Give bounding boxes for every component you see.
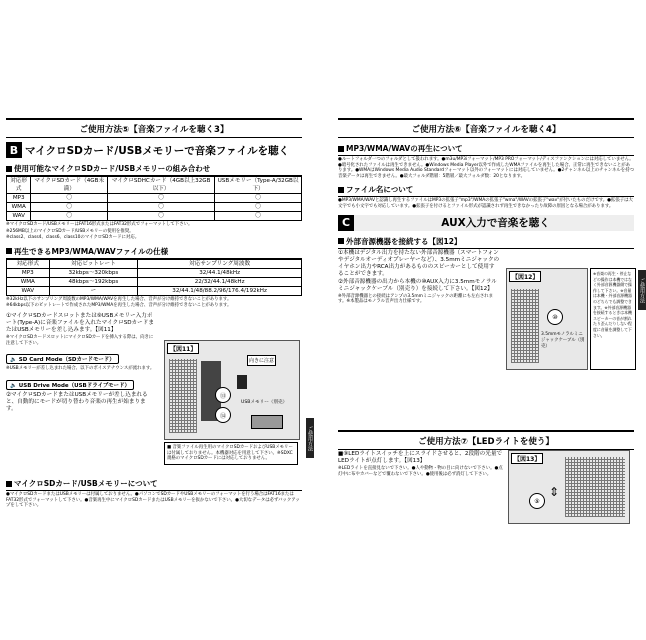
spec-cell: WMA: [7, 277, 50, 286]
aux-heading: 外部音源機器を接続する【図12】: [338, 236, 634, 249]
spec-cell: 22/32/44.1/48kHz: [138, 277, 302, 286]
spec-cell: MP3: [7, 268, 50, 277]
combo-heading: 使用可能なマイクロSDカード/USBメモリーの組み合わせ: [6, 163, 302, 176]
figure-13: [508, 450, 630, 524]
spec-header: 対応ビットレート: [49, 259, 138, 268]
section-c-title: AUX入力で音楽を聴く: [441, 217, 550, 230]
aux-step-1: ①本機はデジタル出力を持たない外部音源機器（スマートフォンやデジタルオーディオプレーヤーなど）、3.5mmミニジャックのイヤホン出力やRCA出力があるもののスピーカーとして使用することができます。: [338, 249, 500, 277]
callout-13: ⑬: [215, 387, 231, 403]
mode-usb-label: 🔈 USB Drive Mode（USBドライブモード）: [6, 380, 134, 390]
section-b-badge: B: [6, 142, 22, 158]
callout-9: ⑨: [529, 493, 545, 509]
combo-header: マイクロSDカード（4GB未満）: [31, 177, 108, 194]
combo-cell: 〇: [31, 203, 108, 212]
step-1-text: ①マイクロSDカードスロットまたは⑨USBメモリー入力ポート(Type-A)に音楽ファイルを入れたマイクロSDカードまたはUSBメモリーを差し込みます。【図11】: [6, 312, 154, 333]
combo-cell: 〇: [215, 203, 302, 212]
spec-cell: 32/44.1/48kHz: [138, 268, 302, 277]
speaker-grille: [565, 457, 625, 517]
slide-arrow-icon: ⇕: [549, 485, 560, 499]
usb-memory-stick: [251, 415, 283, 429]
combo-cell: 〇: [108, 194, 215, 203]
led-notes: ※LEDライトを直接見ないで下さい。●人や動物・物の目に向けないで下さい。●点灯中に布やカバーなどで覆わないで下さい。●使用後は必ず消灯して下さい。: [338, 466, 503, 477]
spec-table: [6, 259, 302, 296]
combo-header: USBメモリー（Type-A/32GB以下）: [215, 177, 302, 194]
spec-note: ※32kHz以下のサンプリング周波数のMP3/WMA/WAVを再生した場合、音声が分け維持できないことがあります。: [6, 296, 232, 302]
right-page: [338, 118, 645, 518]
figure-12-tag: 【図12】: [509, 271, 541, 282]
combo-table: [6, 176, 302, 221]
combo-cell: 〇: [215, 212, 302, 221]
spec-cell: WAV: [7, 286, 50, 295]
speaker-icon: 🔈: [10, 357, 19, 364]
combo-note: ※class2、class4、class6、class10のマイクロSDカードに対応。: [6, 235, 140, 241]
usb-memory-label: USBメモリー（別売）: [241, 400, 288, 405]
combo-cell: 〇: [108, 203, 215, 212]
spec-header: 対応形式: [7, 259, 50, 268]
spec-note: ※64kbps以下のビットレートで作成されたMP3/WMAを再生した場合、音声が分け維持できないことがあります。: [6, 303, 232, 309]
figure-13-tag: 【図13】: [511, 453, 543, 464]
spec-header: 対応サンプリング周波数: [138, 259, 302, 268]
combo-cell: WAV: [7, 212, 31, 221]
figure-11-note: ■ 音楽ファイル再生用のマイクロSDカードおよびUSBメモリーは付属しておりません。本機器対応を用意して下さい。※SDXC規格のマイクロSDカードには対応しておりません。: [164, 442, 298, 465]
section-b-heading: [6, 142, 302, 158]
spec-cell: 48kbps〜192kbps: [49, 277, 138, 286]
side-tab-left: ご使用方法: [306, 418, 314, 458]
combo-header: 対応形式: [7, 177, 31, 194]
left-page: [6, 118, 313, 518]
callout-10: ⑩: [547, 309, 563, 325]
page-title-left: ご使用方法⑤【音楽ファイルを聴く3】: [6, 118, 302, 138]
aux-step-2: ②外部音源機器の出力から本機の⑩AUX入力に3.5mmモノラルミニジャックケーブル（別売り）を接続して下さい。【図12】: [338, 278, 497, 292]
playback-text: ●ルートフォルダ一つのフォルダとして扱われます。●m3u/MP3iフォーマット/MP3 PROフォーマット/ディスファンクションには対応していません。●暗号化されたファイルは再生できません。●Windows Media Player以外で作成したWMAファイルを再生した場合、正常に再生できないことがあります。●WMAはWindows Media Audio Standardフォーマット以外のフォーマットには対応していません。●2チャンネル以上のチャンネルを持つ音楽データは再生できません。●最大フォルダ階層：5階層／最大フォルダ数：20となります。: [338, 157, 634, 179]
section-c-heading: [338, 215, 634, 231]
spec-cell: 32/44.1/48/88.2/96/176.4/192kHz: [138, 286, 302, 295]
combo-note: ※256MB以上のマイクロSDカード/USBメモリーの使用を推奨。: [6, 228, 134, 234]
speaker-grille: [169, 359, 197, 433]
figure-12: [506, 268, 588, 370]
spec-cell: ー: [49, 286, 138, 295]
combo-cell: 〇: [108, 212, 215, 221]
sd-orientation-label: 向きに注意: [247, 355, 276, 366]
aux-notes: ※外部音源機器との接続はアンプの3.5mmミニジャックの距離にも左右されます。※本製品はモノラル音声出力仕様です。: [338, 293, 494, 305]
section-c-badge: C: [338, 215, 354, 231]
combo-cell: 〇: [31, 212, 108, 221]
combo-cell: 〇: [31, 194, 108, 203]
mode-sd-label: 🔈 SD Card Mode（SDカードモード）: [6, 354, 119, 364]
combo-header: マイクロSDHCカード（4GB以上32GB以下）: [108, 177, 215, 194]
filename-text: ●MP3/WMA/WAVと認識し再生するファイルはMP3の拡張子"mp3"/WMAの拡張子"wma"/WAVの拡張子"wav"が付いたものだけです。●拡張子は大文字でも小文字でも対応しています。●拡張子を付けるとファイル形式が認識されず再生できなかったり故障の原因となる場合があります。: [338, 198, 633, 209]
filename-heading: ファイル名について: [338, 184, 634, 197]
side-tab-right: ご使用方法: [638, 270, 646, 310]
speaker-icon: 🔈: [10, 382, 19, 389]
speaker-grille: [511, 289, 539, 363]
combo-cell: WMA: [7, 203, 31, 212]
about-heading: マイクロSDカード/USBメモリーについて: [6, 478, 302, 491]
led-step: ■⑨LEDライトスイッチを上にスライドさせると、2段階の光量でLEDライトが点灯します。【図13】: [338, 451, 503, 464]
section-b-title: マイクロSDカード/USBメモリーで音楽ファイルを聴く: [25, 144, 290, 157]
step-1-note: ※マイクロSDカードスロットにマイクロSDカードを挿入する際は、向きに注意して下さい。: [6, 334, 154, 346]
led-title: ご使用方法⑦【LEDライトを使う】: [338, 430, 634, 450]
mode-sd-desc: ※USBメモリーが差し込まれた場合、以下のボイスアナウンスが流れます。: [6, 366, 155, 372]
micro-sd-card: [237, 375, 247, 389]
figure-12-note: ※音楽の再生・停止などの操作は本機ではなく外部音源機器側で操作して下さい。※音量は本機・外部音源機器のどちらでも調整できます。※外部音源機器を接続するときは本機スピーカーの音が割れたり歪んだりしない程度に音量を調整して下さい。: [590, 268, 636, 370]
spec-cell: 32kbps〜320kbps: [49, 268, 138, 277]
about-text: ●マイクロSDカードまたはUSBメモリーは付属しておりません。●パソコンでSDカードやUSBメモリーのフォーマットを行う場合はFAT16またはFAT32形式でフォーマットして下さい。●音楽再生中にマイクロSDカードまたはUSBメモリーを抜かないで下さい。●大切なデータは必ずバックアップをして下さい。: [6, 492, 300, 509]
spec-heading: 再生できるMP3/WMA/WAVファイルの仕様: [6, 246, 302, 259]
step-2-text: ②マイクロSDカードまたはUSBメモリーが差し込まれると、自動的にモードが切り替わり音楽の再生が始まります。: [6, 391, 148, 412]
combo-cell: 〇: [215, 194, 302, 203]
cable-label: 3.5mmモノラルミニジャックケーブル（別売）: [541, 332, 585, 349]
callout-14: ⑭: [215, 407, 231, 423]
playback-heading: MP3/WMA/WAVの再生について: [338, 143, 634, 156]
figure-11-tag: 【図11】: [167, 343, 199, 354]
page-title-right: ご使用方法⑥【音楽ファイルを聴く4】: [338, 118, 634, 138]
figure-11: [164, 340, 300, 440]
combo-cell: MP3: [7, 194, 31, 203]
combo-note: ※マイクロSDカード/USBメモリーはFAT16形式またはFAT32形式でフォーマットして下さい。: [6, 222, 193, 227]
